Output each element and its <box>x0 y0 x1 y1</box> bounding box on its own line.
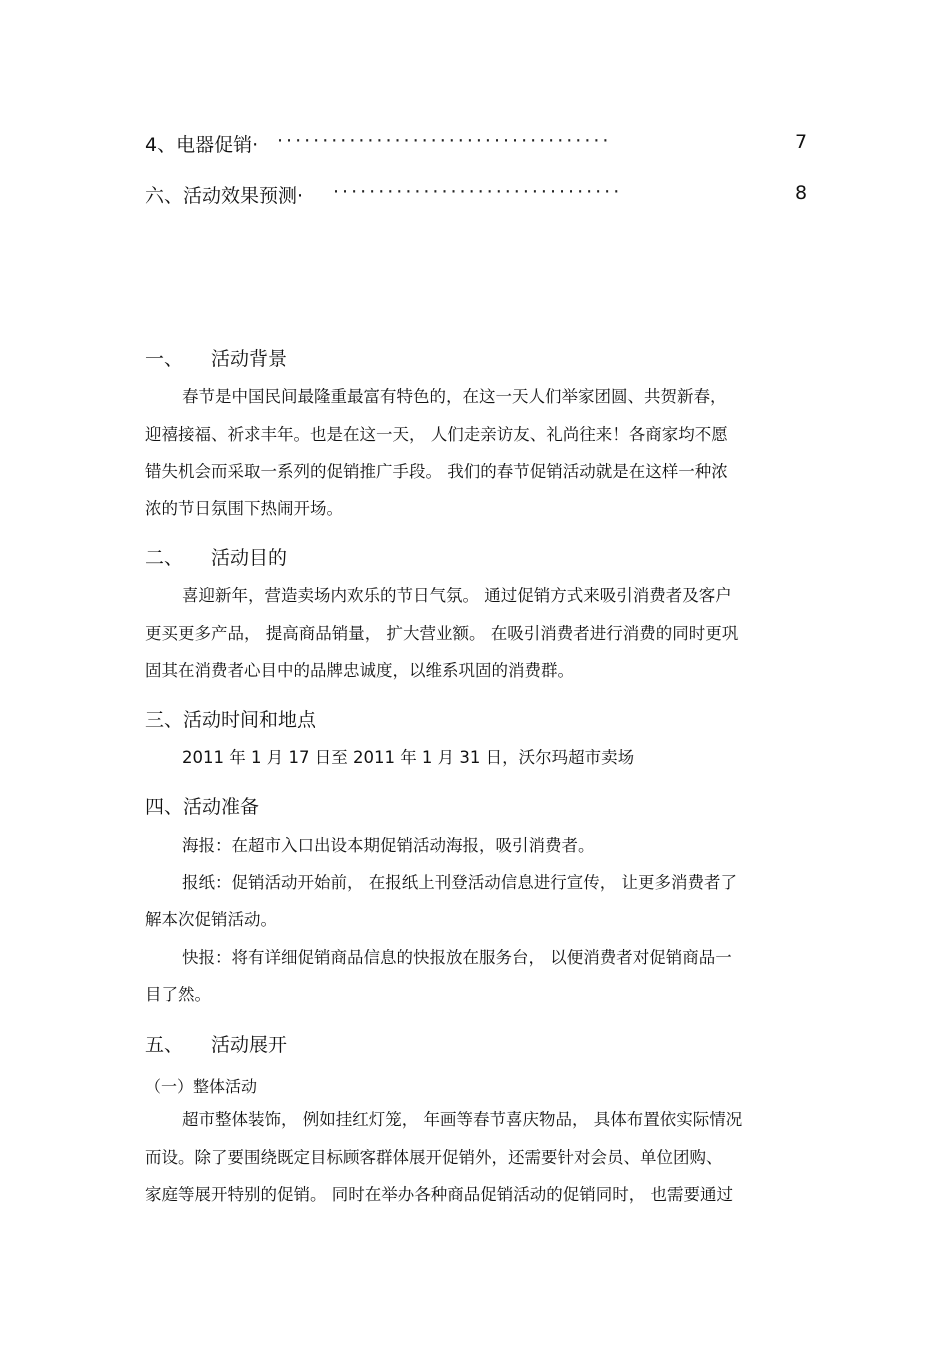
paragraph-line: 2011 年 1 月 17 日至 2011 年 1 月 31 日，沃尔玛超市卖场 <box>182 748 635 767</box>
paragraph-line: 错失机会而采取一系列的促销推广手段。 我们的春节促销活动就是在这样一种浓 <box>145 462 728 481</box>
paragraph-line: 家庭等展开特别的促销。 同时在举办各种商品促销活动的促销同时， 也需要通过 <box>145 1185 733 1204</box>
paragraph-line: 迎禧接福、祈求丰年。也是在这一天， 人们走亲访友、礼尚往来！各商家均不愿 <box>145 425 728 444</box>
section-heading: 活动展开 <box>211 1034 288 1056</box>
paragraph-line: 更买更多产品， 提高商品销量， 扩大营业额。 在吸引消费者进行消费的同时更巩 <box>145 624 739 643</box>
paragraph-line: 解本次促销活动。 <box>145 910 277 929</box>
toc-page-number: 7 <box>795 131 808 153</box>
section-number: 五、 <box>145 1034 184 1056</box>
section-heading: 活动目的 <box>211 547 288 569</box>
section-heading: 四、活动准备 <box>145 796 260 818</box>
paragraph-line: 快报：将有详细促销商品信息的快报放在服务台， 以便消费者对促销商品一 <box>182 948 732 967</box>
toc-label: 六、活动效果预测· <box>145 185 304 207</box>
paragraph-line: 目了然。 <box>145 985 211 1004</box>
toc-entry[interactable] <box>145 130 258 157</box>
section-heading: 三、活动时间和地点 <box>145 709 317 731</box>
section-number: 一、 <box>145 348 184 370</box>
section-heading: 活动背景 <box>211 348 288 370</box>
section-number: 二、 <box>145 547 184 569</box>
toc-label: 4、电器促销· <box>145 134 259 156</box>
subsection-heading: （一）整体活动 <box>145 1077 258 1096</box>
paragraph-line: 而设。除了要围绕既定目标顾客群体展开促销外，还需要针对会员、单位团购、 <box>145 1148 723 1167</box>
paragraph-line: 海报：在超市入口出设本期促销活动海报，吸引消费者。 <box>182 836 595 855</box>
paragraph-line: 浓的节日氛围下热闹开场。 <box>145 499 343 518</box>
paragraph-line: 春节是中国民间最隆重最富有特色的，在这一天人们举家团圆、共贺新春， <box>182 387 727 406</box>
paragraph-line: 超市整体装饰， 例如挂红灯笼， 年画等春节喜庆物品， 具体布置依实际情况 <box>182 1110 743 1129</box>
paragraph-line: 喜迎新年，营造卖场内欢乐的节日气氛。 通过促销方式来吸引消费者及客户 <box>182 586 732 605</box>
toc-leader-dots: ····································· <box>277 130 612 152</box>
toc-page-number: 8 <box>795 182 808 204</box>
toc-leader-dots: ································ <box>333 181 623 203</box>
toc-entry[interactable] <box>145 181 303 208</box>
paragraph-line: 固其在消费者心目中的品牌忠诚度，以维系巩固的消费群。 <box>145 661 574 680</box>
paragraph-line: 报纸：促销活动开始前， 在报纸上刊登活动信息进行宣传， 让更多消费者了 <box>182 873 737 892</box>
